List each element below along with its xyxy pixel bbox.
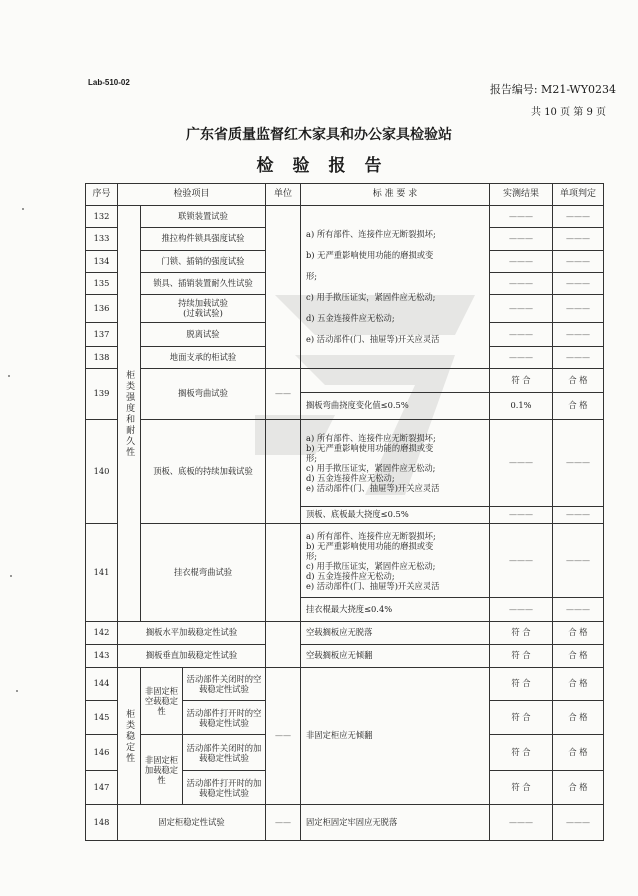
unit-dash	[266, 668, 301, 805]
row-verdict-text: ———	[566, 817, 590, 827]
unit-dash-text: ——	[275, 817, 291, 827]
row-verdict	[553, 507, 604, 524]
row-verdict	[553, 323, 604, 347]
row-result	[490, 251, 553, 273]
row-result	[490, 393, 553, 420]
requirement-line: d) 五金连接件应无松动;	[306, 313, 395, 323]
col-unit-header	[266, 184, 301, 206]
row-result-text: 符 合	[511, 711, 531, 722]
requirement-line: c) 用手揿压证实，紧固件应无松动;	[306, 560, 436, 571]
group-strength-label	[118, 206, 141, 622]
row-number-text: 140	[93, 465, 110, 476]
row-result	[490, 668, 553, 701]
row-number-text: 146	[93, 746, 110, 757]
row-verdict-text: ———	[566, 256, 590, 266]
row-verdict	[553, 598, 604, 622]
requirement-line: b) 无严重影响使用功能的磨损或变 形;	[306, 250, 434, 281]
row-result-text: ———	[509, 510, 533, 520]
row-item-text: 顶板、底板的持续加载试验	[153, 465, 253, 476]
row-result	[490, 420, 553, 507]
unit-cell-140	[266, 420, 301, 524]
row-item-text: 推拉构件锁具强度试验	[161, 233, 245, 244]
requirement-line: d) 五金连接件应无松动;	[306, 570, 395, 581]
row-result	[490, 598, 553, 622]
page-counter: 共 10 页 第 9 页	[531, 107, 606, 118]
row-verdict	[553, 347, 604, 369]
row-number-text: 142	[93, 627, 110, 638]
row-verdict-text: 合 格	[568, 627, 588, 638]
row-result	[490, 701, 553, 735]
row-item	[118, 805, 266, 841]
row-result-text: ———	[509, 256, 533, 266]
row-result	[490, 771, 553, 805]
row-number	[86, 735, 118, 771]
row-item	[141, 251, 266, 273]
row-result	[490, 323, 553, 347]
row-item-text: 活动部件关闭时的空载稳定性试验	[186, 674, 262, 694]
row-verdict-text: ———	[566, 303, 590, 313]
requirement-140-deflection-text: 顶板、底板最大挠度≤0.5%	[306, 509, 409, 520]
row-result-text: 符 合	[511, 678, 531, 689]
row-result	[490, 645, 553, 668]
row-item-text: 挂衣棍弯曲试验	[173, 566, 233, 577]
row-item	[183, 735, 266, 771]
row-item	[183, 668, 266, 701]
row-number	[86, 645, 118, 668]
group-stability-label-text: 柜类稳定性	[124, 708, 135, 764]
row-number-text: 147	[93, 781, 110, 792]
row-verdict	[553, 771, 604, 805]
row-number-text: 136	[93, 302, 110, 313]
row-verdict-text: ———	[566, 211, 590, 221]
row-number	[86, 323, 118, 347]
col-verdict-header-text: 单项判定	[559, 189, 596, 200]
row-item-text: 联锁装置试验	[178, 210, 228, 221]
requirement-142	[301, 622, 490, 645]
row-number-text: 148	[93, 816, 110, 827]
col-requirement-header-text: 标 准 要 求	[372, 189, 418, 200]
row-result-text: ———	[509, 352, 533, 362]
row-item-text: 持续加载试验 (过载试验)	[178, 297, 228, 318]
col-unit-header-text: 单位	[273, 189, 292, 200]
row-item	[141, 369, 266, 420]
row-result-text: ———	[509, 303, 533, 313]
unit-dash-text: ——	[275, 389, 291, 399]
row-verdict	[553, 251, 604, 273]
requirement-141-deflection	[301, 598, 490, 622]
group-stability-label	[118, 668, 141, 805]
row-result	[490, 295, 553, 323]
row-verdict-text: 合 格	[568, 746, 588, 757]
requirement-line: c) 用手揿压证实，紧固件应无松动;	[306, 463, 436, 473]
row-verdict-text: ———	[566, 604, 590, 614]
row-number-text: 137	[93, 328, 110, 339]
row-verdict	[553, 420, 604, 507]
row-result-text: ———	[509, 329, 533, 339]
row-verdict	[553, 524, 604, 598]
row-result	[490, 347, 553, 369]
unit-dash	[266, 805, 301, 841]
organization-name: 广东省质量监督红木家具和办公家具检验站	[186, 127, 452, 143]
row-number-text: 143	[93, 650, 110, 661]
requirement-line: b) 无严重影响使用功能的磨损或变 形;	[306, 540, 434, 561]
row-result-text: ———	[509, 211, 533, 221]
unit-cell-132-138	[266, 206, 301, 369]
col-no-header-text: 序号	[92, 189, 111, 200]
report-title: 检验报告	[256, 156, 401, 176]
row-verdict	[553, 295, 604, 323]
row-item	[141, 206, 266, 228]
row-verdict-text: ———	[566, 555, 590, 565]
requirement-144-147	[301, 668, 490, 805]
row-number-text: 141	[93, 566, 110, 577]
row-number	[86, 206, 118, 228]
col-verdict-header	[553, 184, 604, 206]
row-verdict-text: 合 格	[568, 400, 588, 411]
requirement-line: d) 五金连接件应无松动;	[306, 473, 395, 483]
row-number	[86, 420, 118, 524]
row-verdict	[553, 701, 604, 735]
row-verdict	[553, 273, 604, 295]
lab-code: Lab-510-02	[88, 78, 130, 87]
row-result	[490, 524, 553, 598]
row-result	[490, 622, 553, 645]
row-result-text: ———	[509, 817, 533, 827]
row-verdict-text: ———	[566, 329, 590, 339]
row-verdict	[553, 369, 604, 393]
row-item	[183, 771, 266, 805]
col-result-header-text: 实测结果	[502, 189, 539, 200]
subgroup-unfixed-empty	[141, 668, 183, 735]
row-number	[86, 295, 118, 323]
row-number-text: 133	[93, 233, 110, 244]
requirement-line: a) 所有部件、连接件应无断裂损坏;	[306, 433, 436, 443]
row-item	[141, 273, 266, 295]
row-number-text: 134	[93, 255, 110, 266]
requirement-line: e) 活动部件(门、抽屉等)开关应灵活	[306, 334, 440, 344]
requirement-139-deflection	[301, 393, 490, 420]
row-item	[118, 645, 266, 668]
row-item-text: 活动部件打开时的空载稳定性试验	[186, 707, 262, 728]
subgroup-unfixed-loaded-text: 非固定柜加载稳定性	[144, 754, 179, 785]
subgroup-unfixed-loaded	[141, 735, 183, 805]
col-result-header	[490, 184, 553, 206]
row-item-text: 脱离试验	[186, 328, 220, 339]
row-result-text: 符 合	[511, 374, 531, 385]
row-verdict-text: ———	[566, 278, 590, 288]
group-strength-label-text: 柜类强度和耐久性	[124, 369, 135, 458]
row-item-text: 门锁、插销的强度试验	[161, 255, 245, 266]
row-number	[86, 668, 118, 701]
row-result	[490, 805, 553, 841]
row-number	[86, 701, 118, 735]
requirement-line: c) 用手揿压证实，紧固件应无松动;	[306, 292, 436, 302]
row-number-text: 135	[93, 277, 110, 288]
row-item	[141, 323, 266, 347]
requirement-142-text: 空载搁板应无脱落	[306, 627, 373, 638]
requirement-line: b) 无严重影响使用功能的磨损或变 形;	[306, 443, 434, 463]
unit-dash	[266, 369, 301, 420]
row-result-text: ———	[509, 604, 533, 614]
row-number-text: 144	[93, 678, 110, 689]
requirement-line: a) 所有部件、连接件应无断裂损坏;	[306, 229, 436, 239]
row-item	[141, 420, 266, 524]
requirement-144-147-text: 非固定柜应无倾翻	[306, 730, 373, 741]
inspection-table	[85, 183, 604, 841]
row-result-text: 符 合	[511, 781, 531, 792]
requirement-148	[301, 805, 490, 841]
row-result	[490, 206, 553, 228]
requirement-line: e) 活动部件(门、抽屉等)开关应灵活	[306, 483, 440, 493]
col-requirement-header	[301, 184, 490, 206]
row-item	[141, 524, 266, 622]
row-number	[86, 369, 118, 420]
requirement-139-deflection-text: 搁板弯曲挠度变化值≤0.5%	[306, 400, 409, 411]
requirement-148-text: 固定柜固定牢固应无脱落	[306, 816, 398, 827]
row-number	[86, 524, 118, 622]
row-verdict	[553, 393, 604, 420]
col-item-header	[118, 184, 266, 206]
row-item-text: 活动部件打开时的加载稳定性试验	[186, 777, 262, 798]
row-item-text: 搁板弯曲试验	[178, 388, 228, 399]
row-number-text: 139	[93, 388, 110, 399]
row-number	[86, 771, 118, 805]
row-item-text: 固定柜稳定性试验	[158, 816, 225, 827]
requirement-line: a) 所有部件、连接件应无断裂损坏;	[306, 530, 436, 541]
row-verdict-text: 合 格	[568, 678, 588, 689]
row-verdict	[553, 668, 604, 701]
col-item-header-text: 检验项目	[173, 189, 210, 200]
requirement-140-deflection	[301, 507, 490, 524]
unit-cell-142-143	[266, 622, 301, 668]
row-result	[490, 735, 553, 771]
row-result-text: 符 合	[511, 650, 531, 661]
row-verdict-text: 合 格	[568, 650, 588, 661]
row-verdict-text: 合 格	[568, 781, 588, 792]
row-item-text: 活动部件关闭时的加载稳定性试验	[186, 742, 262, 763]
row-number	[86, 251, 118, 273]
row-verdict-text: ———	[566, 510, 590, 520]
row-verdict	[553, 805, 604, 841]
row-number	[86, 622, 118, 645]
row-verdict-text: 合 格	[568, 711, 588, 722]
row-result-text: 符 合	[511, 627, 531, 638]
row-result-text: ———	[509, 555, 533, 565]
subgroup-unfixed-empty-text: 非固定柜空载稳定性	[144, 686, 179, 716]
row-item-text: 搁板垂直加载稳定性试验	[145, 650, 238, 661]
row-item	[183, 701, 266, 735]
row-number-text: 132	[93, 210, 110, 221]
scan-speck	[8, 375, 10, 377]
row-result-text: ———	[509, 278, 533, 288]
row-item-text: 搁板水平加载稳定性试验	[145, 627, 238, 638]
requirement-block-141	[301, 524, 490, 598]
row-result	[490, 369, 553, 393]
unit-dash-text: ——	[275, 731, 291, 741]
requirement-143-text: 空载搁板应无倾翻	[306, 650, 373, 661]
row-result	[490, 228, 553, 251]
row-item	[141, 228, 266, 251]
row-result	[490, 273, 553, 295]
row-number	[86, 273, 118, 295]
row-result-text: ———	[509, 458, 533, 468]
requirement-block-132-138	[301, 206, 490, 369]
requirement-line: e) 活动部件(门、抽屉等)开关应灵活	[306, 580, 440, 591]
row-verdict	[553, 645, 604, 668]
row-verdict-text: ———	[566, 352, 590, 362]
scan-speck	[10, 575, 12, 577]
row-item-text: 地面支承的柜试验	[169, 351, 237, 362]
row-item	[141, 347, 266, 369]
row-number-text: 145	[93, 711, 110, 722]
unit-cell-141	[266, 524, 301, 622]
scan-speck	[22, 208, 24, 210]
row-verdict-text: 合 格	[568, 374, 588, 385]
requirement-block-140	[301, 420, 490, 507]
requirement-143	[301, 645, 490, 668]
row-result-text: ———	[509, 234, 533, 244]
row-result	[490, 507, 553, 524]
row-verdict	[553, 228, 604, 251]
row-item	[118, 622, 266, 645]
row-number	[86, 805, 118, 841]
row-verdict	[553, 206, 604, 228]
col-no-header	[86, 184, 118, 206]
row-verdict-text: ———	[566, 458, 590, 468]
report-number: 报告编号: M21-WY0234	[489, 83, 616, 96]
row-item	[141, 295, 266, 323]
row-number	[86, 347, 118, 369]
requirement-139-blank	[301, 369, 490, 393]
requirement-141-deflection-text: 挂衣棍最大挠度≤0.4%	[306, 603, 393, 614]
row-verdict	[553, 622, 604, 645]
scan-speck	[16, 690, 18, 692]
row-result-text: 0.1%	[510, 400, 532, 411]
row-number-text: 138	[93, 351, 110, 362]
row-item-text: 锁具、插销装置耐久性试验	[153, 277, 253, 288]
row-result-text: 符 合	[511, 746, 531, 757]
row-number	[86, 228, 118, 251]
row-verdict	[553, 735, 604, 771]
row-verdict-text: ———	[566, 234, 590, 244]
